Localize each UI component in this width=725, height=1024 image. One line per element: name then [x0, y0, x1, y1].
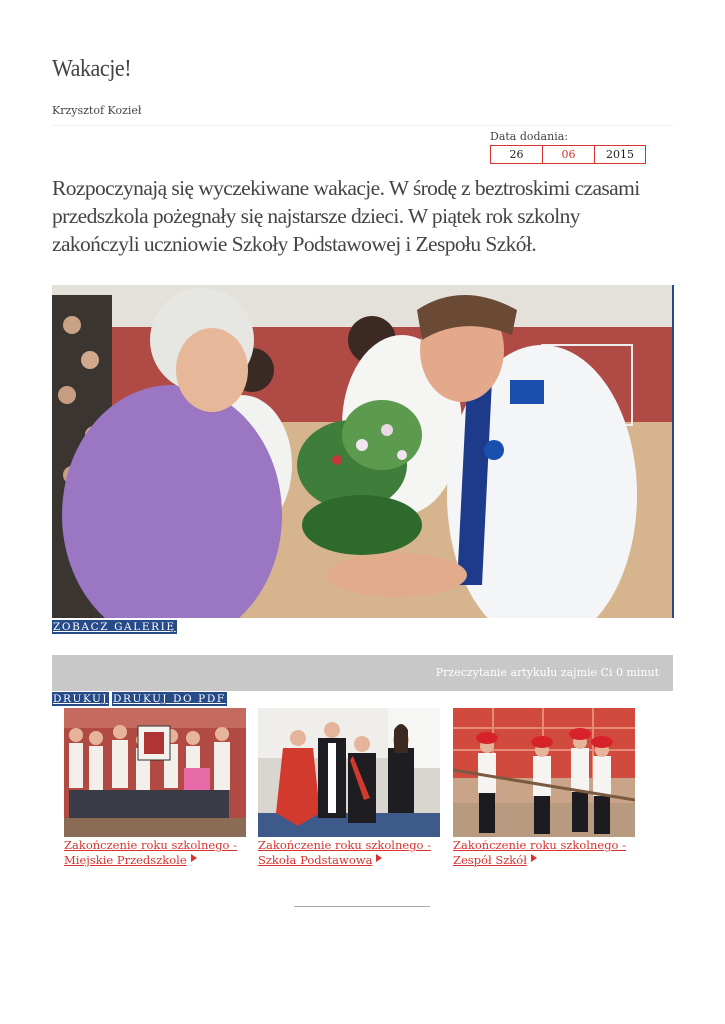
print-button[interactable]: DRUKUJ — [53, 693, 109, 705]
footer-divider — [294, 906, 430, 907]
reading-time-bar — [52, 655, 673, 691]
related-article-title[interactable]: Zakończenie roku szkolnego - Zespół Szkół — [453, 838, 627, 867]
related-article-link[interactable] — [64, 838, 246, 868]
related-article-title[interactable]: Zakończenie roku szkolnego - Szkoła Podstawowa — [258, 838, 432, 867]
print-pdf-button[interactable]: DRUKUJ DO PDF — [113, 693, 226, 705]
related-article-card[interactable] — [64, 708, 246, 868]
date-added — [490, 145, 645, 164]
article-lead: Rozpoczynają się wyczekiwane wakacje. W środę z beztroskimi czasami przedszkola pożegnały się najstarsze dzieci. W piątek rok szkolny zakończyli uczniowie Szkoły Podstawowej i Zespołu Szkół. — [52, 176, 640, 256]
related-article-link[interactable] — [453, 838, 635, 868]
related-article-card[interactable] — [453, 708, 635, 868]
related-thumbnail[interactable] — [258, 708, 440, 837]
related-article-card[interactable] — [258, 708, 440, 868]
article-author: Krzysztof Kozieł — [52, 104, 142, 117]
related-article-link[interactable] — [258, 838, 440, 868]
article-title: Wakacje! — [52, 56, 132, 82]
divider — [52, 125, 673, 126]
reading-time-text: Przeczytanie artykułu zajmie Ci 0 minut — [435, 666, 659, 679]
play-arrow-icon — [191, 854, 197, 862]
date-month: 06 — [542, 145, 595, 164]
date-label: Data dodania: — [490, 130, 568, 143]
view-gallery-link[interactable]: ZOBACZ GALERIĘ — [53, 621, 176, 633]
print-links — [52, 692, 227, 706]
play-arrow-icon — [531, 854, 537, 862]
date-day: 26 — [490, 145, 543, 164]
date-year: 2015 — [594, 145, 646, 164]
main-photo[interactable] — [52, 285, 674, 618]
related-thumbnail[interactable] — [453, 708, 635, 837]
play-arrow-icon — [376, 854, 382, 862]
related-thumbnail[interactable] — [64, 708, 246, 837]
related-article-title[interactable]: Zakończenie roku szkolnego - Miejskie Przedszkole — [64, 838, 238, 867]
